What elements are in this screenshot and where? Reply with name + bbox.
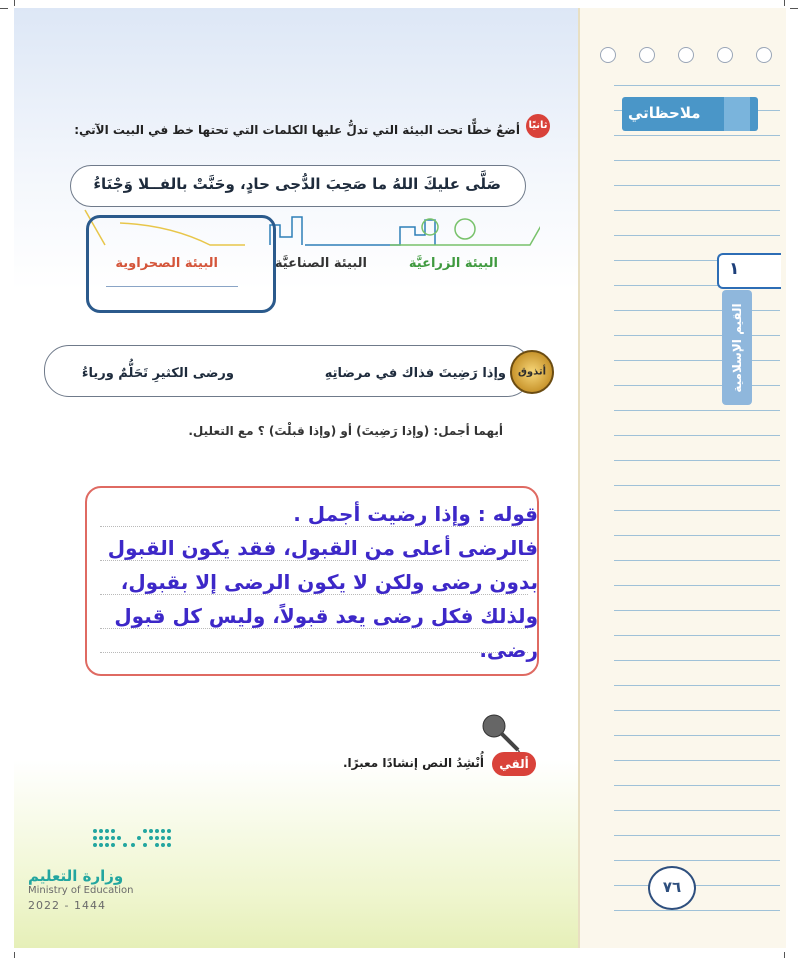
ministry-name-english: Ministry of Education — [28, 885, 134, 896]
notes-label: ملاحظاتي — [628, 104, 701, 122]
ministry-logo-icon — [90, 826, 180, 866]
verse-box — [70, 165, 526, 207]
ruled-line — [614, 310, 780, 311]
ruled-line — [614, 585, 780, 586]
ruled-line — [614, 510, 780, 511]
binder-hole — [678, 47, 694, 63]
verse-text: صَلَّى عليكَ اللهُ ما صَحِبَ الدُّجى حادٍ، وحَنَّتْ بالفــلا وَجْنَاءُ — [93, 175, 501, 193]
ruled-line — [614, 360, 780, 361]
question-2-text: أيهما أجمل: (وإذا رَضِيتَ) أو (وإذا قبلْتَ) ؟ مع التعليل. — [188, 424, 503, 438]
answer-line: ولذلك فكل رضى يعد قبولاً، وليس كل قبول — [114, 604, 538, 628]
notes-sidebar — [578, 8, 786, 948]
crop-mark — [14, 0, 15, 6]
unit-number-box — [717, 253, 781, 289]
answer-line: رضى. — [479, 638, 538, 662]
ruled-line — [614, 385, 780, 386]
ruled-line — [614, 485, 780, 486]
ruled-line — [614, 185, 780, 186]
ruled-line — [614, 610, 780, 611]
crop-mark — [784, 952, 785, 958]
textbook-page — [14, 8, 578, 948]
ruled-line — [614, 235, 780, 236]
tree-icon — [455, 219, 475, 239]
verse-part-2: ورضى الكثيرِ تَحَلُّمٌ ورياءُ — [81, 366, 234, 381]
ruled-line — [614, 735, 780, 736]
recite-instruction: أُنْشِدُ النص إنشادًا معبرًا. — [342, 756, 484, 770]
ruled-line — [614, 560, 780, 561]
ruled-line — [614, 210, 780, 211]
unit-title-tab — [722, 290, 752, 405]
dotted-line — [100, 594, 528, 595]
factory-outline-icon — [305, 220, 435, 245]
ruled-line — [614, 160, 780, 161]
ruled-line — [614, 835, 780, 836]
recite-badge — [492, 752, 536, 776]
binder-hole — [756, 47, 772, 63]
taste-medal-icon — [510, 350, 554, 394]
ruled-line — [614, 785, 780, 786]
answer-line: بدون رضى ولكن لا يكون الرضى إلا بقبول، — [120, 570, 538, 594]
ruled-line — [614, 410, 780, 411]
verse-part-1: وإذا رَضِيتَ فذاك في مرضاتِهِ — [324, 366, 506, 381]
question-badge: ثانيًا — [526, 114, 550, 138]
ruled-line — [614, 910, 780, 911]
ruled-line — [614, 660, 780, 661]
environment-industrial: البيئة الصناعيَّة — [274, 256, 367, 271]
crop-mark — [790, 8, 798, 9]
ruled-line — [614, 710, 780, 711]
question-1-text: أضعُ خطًّا تحت البيئة التي تدلُّ عليها الكلمات التي تحتها خط في البيت الآتي: — [74, 123, 520, 137]
ruled-line — [614, 535, 780, 536]
environment-desert: البيئة الصحراوية — [115, 256, 218, 271]
dotted-line — [100, 560, 528, 561]
unit-title: القيم الإسلامية — [730, 302, 744, 393]
ministry-year: 2022 - 1444 — [28, 899, 106, 912]
dotted-line — [100, 652, 528, 653]
binder-hole — [717, 47, 733, 63]
taste-badge-label: أتذوق — [517, 366, 547, 378]
ruled-line — [614, 460, 780, 461]
ruled-line — [614, 85, 780, 86]
ruled-line — [614, 435, 780, 436]
ruled-line — [614, 135, 780, 136]
recite-badge-label: ألقي — [499, 757, 529, 771]
crop-mark — [0, 8, 8, 9]
ruled-line — [614, 635, 780, 636]
ministry-name-arabic: وزارة التعليم — [28, 867, 124, 885]
ruled-line — [614, 810, 780, 811]
selected-answer-box — [86, 215, 276, 313]
binder-hole — [639, 47, 655, 63]
crop-mark — [784, 0, 785, 6]
notes-header — [622, 97, 758, 131]
ruled-line — [614, 685, 780, 686]
crop-mark — [14, 952, 15, 958]
environment-agricultural: البيئة الزراعيَّة — [408, 256, 498, 271]
page-number: ٧٦ — [648, 866, 696, 910]
dotted-line — [100, 628, 528, 629]
answer-line: قوله : وإذا رضيت أجمل . — [293, 502, 538, 526]
ruled-line — [614, 860, 780, 861]
dotted-line — [100, 526, 528, 527]
binder-hole — [600, 47, 616, 63]
ruled-line — [614, 760, 780, 761]
answer-line: فالرضى أعلى من القبول، فقد يكون القبول — [107, 536, 538, 560]
unit-number: ١ — [729, 259, 740, 279]
ruled-line — [614, 885, 780, 886]
ruled-line — [614, 335, 780, 336]
